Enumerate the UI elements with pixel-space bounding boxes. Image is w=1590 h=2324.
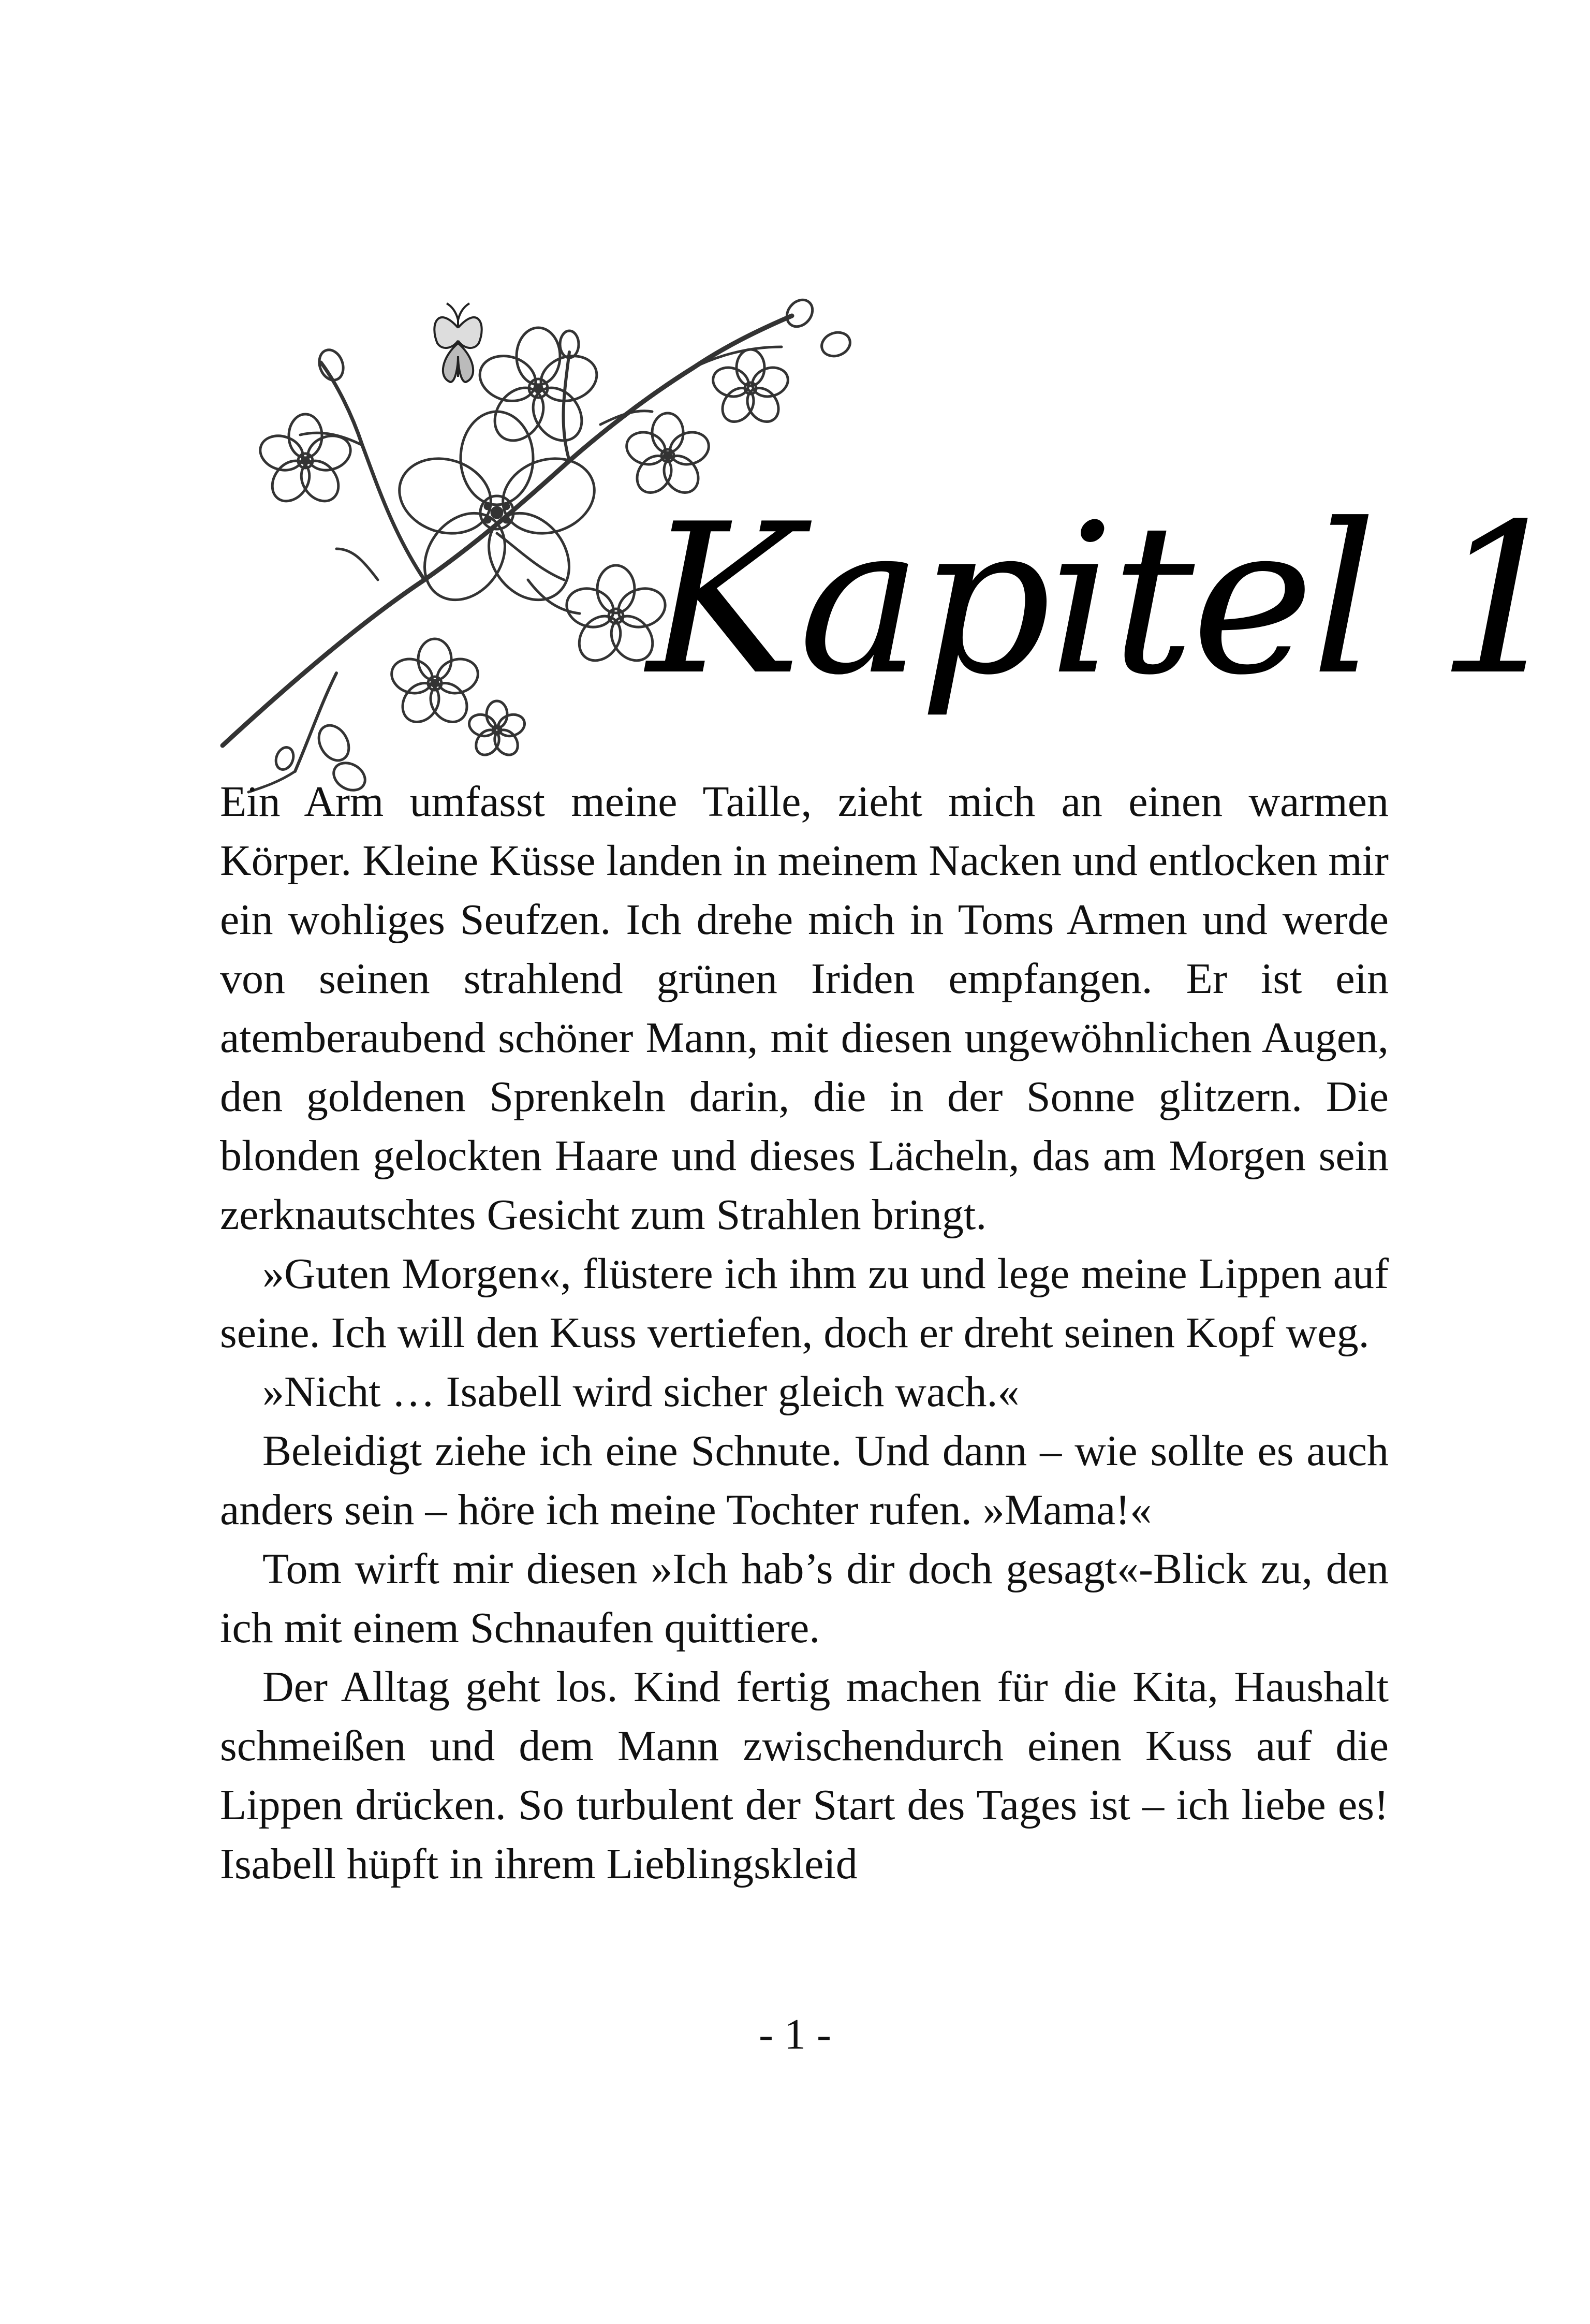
paragraph: Ein Arm umfasst meine Taille, zieht mich an einen warmen Körper. Kleine Küsse landen in meinem Nacken und entlocken mir ein wohliges Seufzen. Ich drehe mich in Toms Armen und werde von seinen strahlend grünen Iriden empfangen. Er ist ein atemberaubend schöner Mann, mit diesen ungewöhnlichen Augen, den goldenen Sprenkeln darin, die in der Sonne glitzern. Die blonden gelockten Haare und dieses Lächeln, das am Morgen sein zerknautschtes Gesicht zum Strahlen bringt.	[220, 778, 1389, 1239]
paragraph: »Nicht … Isabell wird sicher gleich wach.«	[262, 1368, 1020, 1416]
chapter-title: Kapitel 1	[647, 480, 1566, 721]
chapter-body	[220, 772, 1389, 1894]
paragraph: Der Alltag geht los. Kind fertig machen für die Kita, Haushalt schmeißen und dem Mann zwischendurch einen Kuss auf die Lippen drücken. So turbulent der Start des Tages ist – ich liebe es! Isabell hüpft in ihrem Lieblingskleid	[220, 1663, 1389, 1888]
paragraph: Tom wirft mir diesen »Ich hab’s dir doch gesagt«-Blick zu, den ich mit einem Schnaufen quittiere.	[220, 1545, 1389, 1652]
butterfly-icon	[427, 299, 489, 392]
paragraph: Beleidigt ziehe ich eine Schnute. Und dann – wie sollte es auch anders sein – höre ich meine Tochter rufen. »Mama!«	[220, 1427, 1389, 1534]
paragraph: »Guten Morgen«, flüstere ich ihm zu und lege meine Lippen auf seine. Ich will den Kuss vertiefen, doch er dreht seinen Kopf weg.	[220, 1250, 1389, 1357]
page-number: - 1 -	[759, 2010, 831, 2058]
blossom-large	[390, 412, 604, 616]
